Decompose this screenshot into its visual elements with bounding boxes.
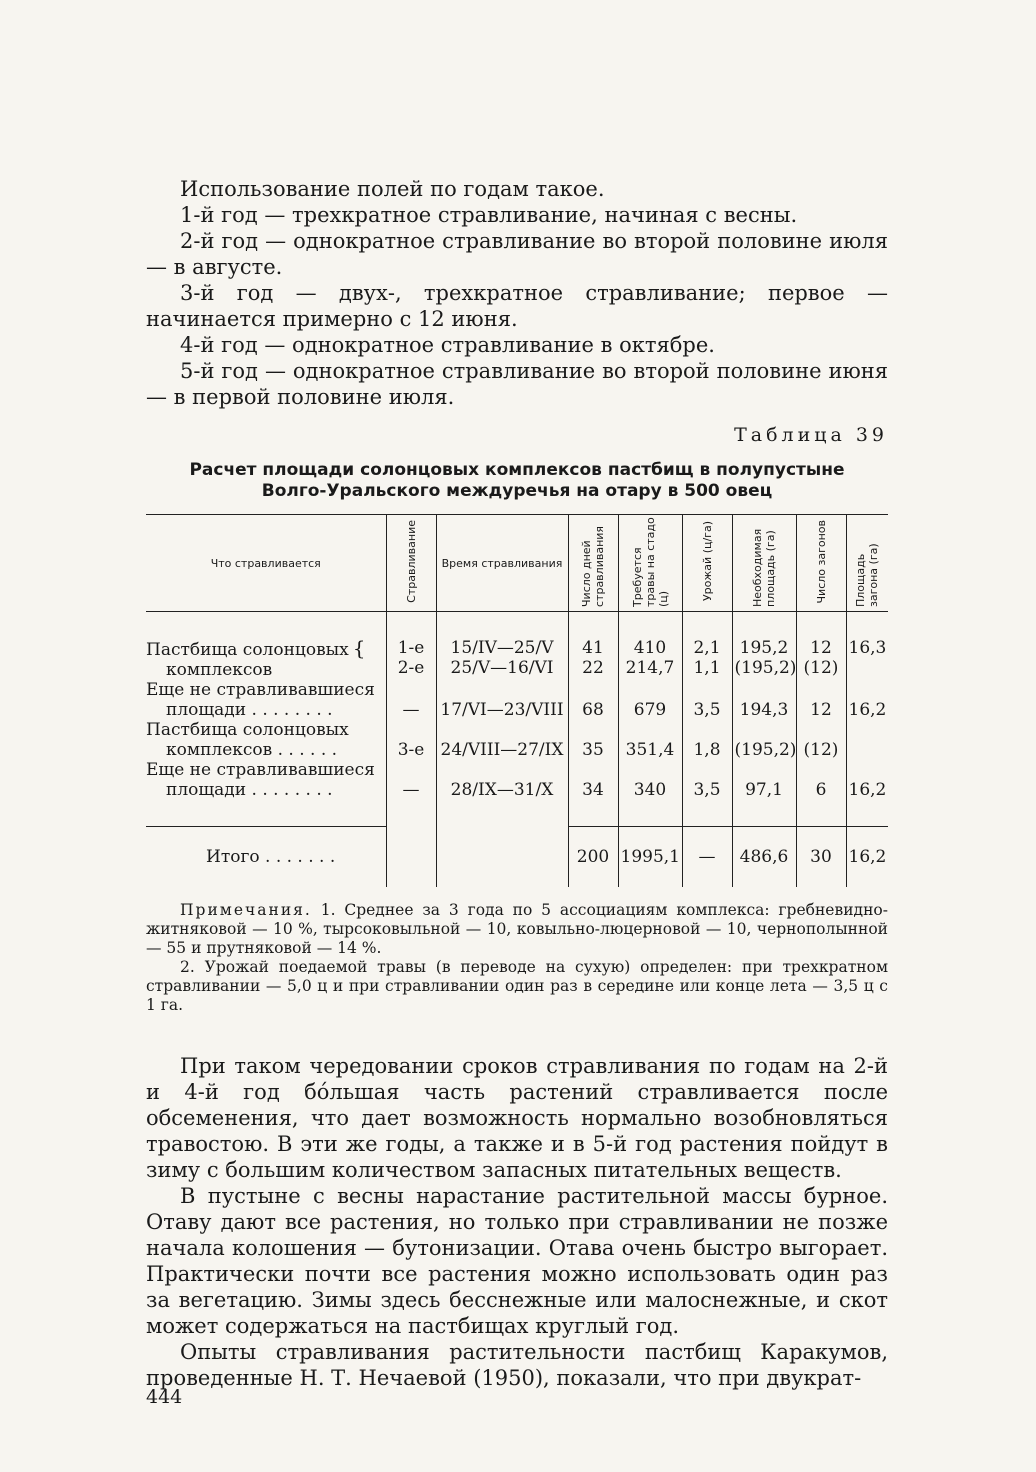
table-number: Таблица 39 xyxy=(734,424,888,446)
cell: 16,2 xyxy=(846,827,888,888)
header-yield: Урожай (ц/га) xyxy=(682,515,732,612)
cell: 200 xyxy=(568,827,618,888)
total-label: Итого . . . . . . . xyxy=(146,827,386,888)
header-area-required: Необходимая площадь (га) xyxy=(732,515,796,612)
cell: 410 214,7 xyxy=(618,612,682,681)
cell: 351,4 xyxy=(618,720,682,760)
table-notes xyxy=(146,901,888,1015)
table-row xyxy=(146,680,888,720)
header-time: Время стравливания xyxy=(436,515,568,612)
cell: — xyxy=(386,680,436,720)
cell: 17/VI—23/VIII xyxy=(436,680,568,720)
cell: 6 xyxy=(796,760,846,827)
cell: 12 xyxy=(796,680,846,720)
cell: 3-е xyxy=(386,720,436,760)
data-table xyxy=(146,514,888,887)
row-label: Еще не стравливавшиеся площади . . . . . . . . xyxy=(146,760,375,800)
header-paddock-count: Число загонов xyxy=(796,515,846,612)
intro-paragraph: 1-й год — трехкратное стравливание, начиная с весны. xyxy=(180,203,798,227)
page-content xyxy=(146,176,888,1391)
intro-paragraph: Использование полей по годам такое. xyxy=(180,177,605,201)
cell: 97,1 xyxy=(732,760,796,827)
cell: (12) xyxy=(796,720,846,760)
header-grass-required: Требуется травы на стадо (ц) xyxy=(618,515,682,612)
cell: 68 xyxy=(568,680,618,720)
cell xyxy=(436,827,568,888)
header-days: Число дней стравливания xyxy=(568,515,618,612)
cell: 16,2 xyxy=(846,680,888,720)
cell: 16,3 xyxy=(846,612,888,681)
cell: 679 xyxy=(618,680,682,720)
cell: 194,3 xyxy=(732,680,796,720)
cell: 1995,1 xyxy=(618,827,682,888)
intro-paragraph: 3-й год — двух-, трехкратное стравливание; первое — начинается примерно с 12 июня. xyxy=(146,281,888,331)
table-title-line1: Расчет площади солонцовых комплексов пастбищ в полупустыне xyxy=(189,460,845,480)
cell: 24/VIII—27/IX xyxy=(436,720,568,760)
note-1: Примечания. 1. Среднее за 3 года по 5 ассоциациям комплекса: гребневидно-житняковой — 10 %, тырсоковыльной — 10, ковыльно-люцерновой — 10, чернополынной — 55 и прутняковой — 14 %. xyxy=(146,901,888,957)
header-grazing: Стравливание xyxy=(386,515,436,612)
row-label: Еще не стравливавшиеся площади . . . . . . . . xyxy=(146,680,375,720)
note-2: 2. Урожай поедаемой травы (в переводе на сухую) определен: при трехкратном стравливании — 5,0 ц и при стравливании один раз в середине или конце лета — 3,5 ц с 1 га. xyxy=(146,958,888,1014)
cell: 30 xyxy=(796,827,846,888)
body-paragraph: В пустыне с весны нарастание растительной массы бурное. Отаву дают все растения, но только при стравливании не позже начала колошения — бутонизации. Отава очень быстро выгорает. Практически почти все растения можно использовать один раз за вегетацию. Зимы здесь бесснежные или малоснежные, и скот может содержаться на пастбищах круглый год. xyxy=(146,1184,888,1338)
intro-paragraph: 4-й год — однократное стравливание в октябре. xyxy=(180,333,715,357)
cell: 3,5 xyxy=(682,760,732,827)
table-total-row xyxy=(146,827,888,888)
intro-paragraph: 5-й год — однократное стравливание во второй половине июня — в первой половине июля. xyxy=(146,359,888,409)
cell: 28/IX—31/X xyxy=(436,760,568,827)
body-paragraph: При таком чередовании сроков стравливания по годам на 2-й и 4-й год бóльшая часть растений стравливается после обсеменения, что дает возможность нормально возобновляться травостою. В эти же годы, а также и в 5-й год растения пойдут в зиму с большим количеством запасных питательных веществ. xyxy=(146,1054,888,1182)
table-row xyxy=(146,720,888,760)
table-row xyxy=(146,612,888,681)
row-label: Пастбища солонцовых комплексов . . . . . . xyxy=(146,720,349,760)
body-paragraph: Опыты стравливания растительности пастбищ Каракумов, проведенные Н. Т. Нечаевой (1950), показали, что при двукрат- xyxy=(146,1340,888,1390)
row-label: Пастбища солонцовых { комплексов xyxy=(146,636,366,680)
cell xyxy=(386,827,436,888)
cell: 16,2 xyxy=(846,760,888,827)
page-number: 444 xyxy=(146,1386,183,1408)
table-title-line2: Волго-Уральского междуречья на отару в 500 овец xyxy=(261,481,773,501)
body-text xyxy=(146,1053,888,1391)
cell: 34 xyxy=(568,760,618,827)
cell: 35 xyxy=(568,720,618,760)
cell: 1-е 2-е xyxy=(386,612,436,681)
header-paddock-area: Площадь загона (га) xyxy=(846,515,888,612)
table-title xyxy=(146,460,888,502)
cell: — xyxy=(386,760,436,827)
cell: (195,2) xyxy=(732,720,796,760)
cell: 12 (12) xyxy=(796,612,846,681)
table-header-row xyxy=(146,515,888,612)
cell: 1,8 xyxy=(682,720,732,760)
cell: 340 xyxy=(618,760,682,827)
table-row xyxy=(146,760,888,827)
intro-paragraph: 2-й год — однократное стравливание во второй половине июля — в августе. xyxy=(146,229,888,279)
cell: 15/IV—25/V 25/V—16/VI xyxy=(436,612,568,681)
cell: — xyxy=(682,827,732,888)
cell xyxy=(846,720,888,760)
cell: 41 22 xyxy=(568,612,618,681)
cell: 2,1 1,1 xyxy=(682,612,732,681)
header-what: Что стравливается xyxy=(146,515,386,612)
cell: 3,5 xyxy=(682,680,732,720)
cell: 195,2 (195,2) xyxy=(732,612,796,681)
cell: 486,6 xyxy=(732,827,796,888)
